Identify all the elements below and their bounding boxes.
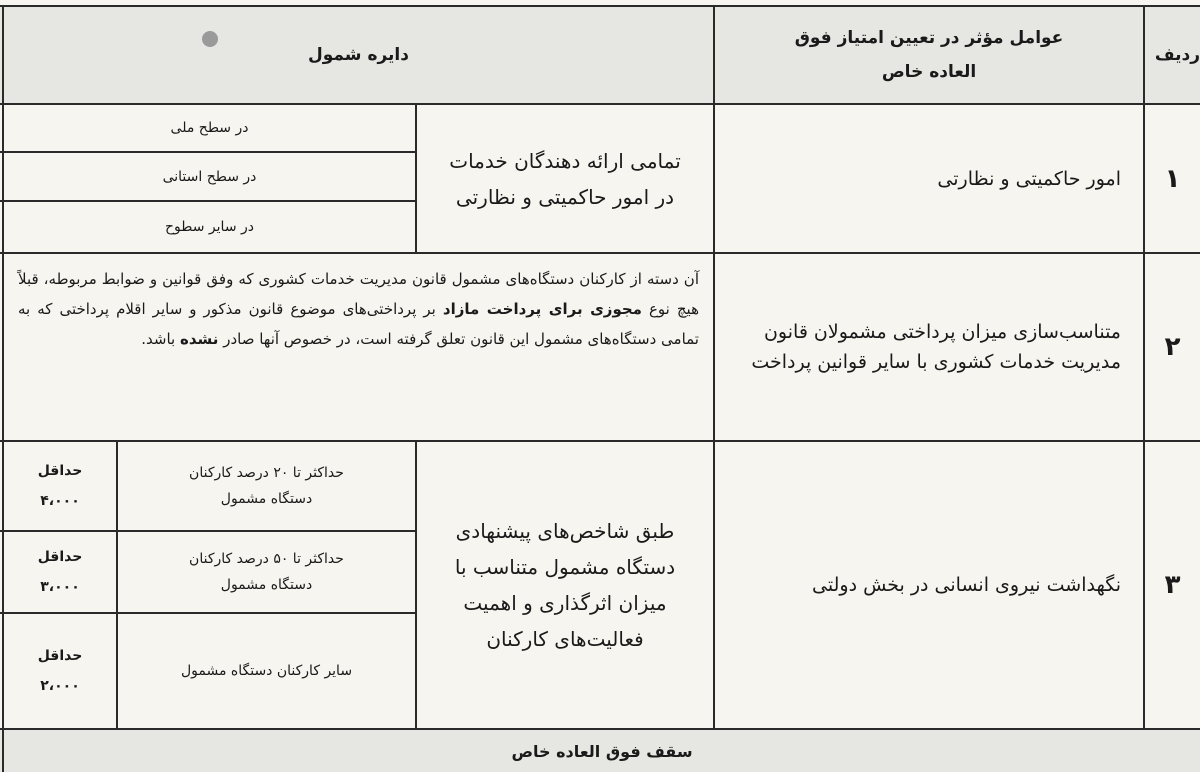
min-value: ۴،۰۰۰ xyxy=(40,493,80,509)
min-label: حداقل xyxy=(37,648,83,664)
row-number: ۱ xyxy=(1164,163,1181,194)
factor-cell: امور حاکمیتی و نظارتی xyxy=(937,167,1121,190)
factor-cell: متناسب‌سازی میزان پرداختی مشمولان قانون مدیریت خدمات کشوری با سایر قوانین پرداخت xyxy=(751,321,1121,373)
scope-description xyxy=(4,254,713,440)
header-scope: دایره شمول xyxy=(308,45,409,65)
header-row-number: ردیف xyxy=(1154,45,1200,65)
min-label: حداقل xyxy=(37,463,83,479)
tier-label: حداکثر تا ۵۰ درصد کارکنان دستگاه مشمول xyxy=(189,551,344,593)
row-number: ۳ xyxy=(1164,570,1181,600)
footer-title: سقف فوق العاده خاص xyxy=(511,741,693,761)
min-value: ۲،۰۰۰ xyxy=(40,678,80,694)
min-value: ۳،۰۰۰ xyxy=(40,579,80,595)
emphasis: مجوزی برای پرداخت مازاد xyxy=(442,300,642,318)
tier-minimum xyxy=(4,442,116,530)
factor-cell: نگهداشت نیروی انسانی در بخش دولتی xyxy=(812,574,1121,596)
scope-level: در سطح استانی xyxy=(162,168,257,185)
scope-group: تمامی ارائه دهندگان خدمات در امور حاکمیتی و نظارتی xyxy=(449,148,681,209)
tier-label: سایر کارکنان دستگاه مشمول xyxy=(180,663,353,679)
min-label: حداقل xyxy=(37,549,83,565)
header-factors: عوامل مؤثر در تعیین امتیاز فوق العاده خاص xyxy=(794,28,1064,82)
scope-description-text: آن دسته از کارکنان دستگاه‌های مشمول قانون مدیریت خدمات کشوری که وفق قوانین و ضوابط مربوطه، قبلاً هیچ نوع مجوزی برای پرداخت مازاد بر پرداختی‌های موضوع قانون مذکور و سایر اقلام پرداختی که به تمامی دستگاه‌های مشمول این قانون تعلق گرفته است، در خصوص آنها صادر نشده باشد. xyxy=(18,270,699,348)
tier-minimum xyxy=(4,532,116,612)
emphasis: نشده xyxy=(180,330,219,348)
tier-minimum xyxy=(4,614,116,728)
row-number: ۲ xyxy=(1164,332,1181,362)
scope-group: طبق شاخص‌های پیشنهادی دستگاه مشمول متناسب با میزان اثرگذاری و اهمیت فعالیت‌های کارکنان xyxy=(454,519,676,651)
scope-level: در سایر سطوح xyxy=(165,219,254,235)
tier-label: حداکثر تا ۲۰ درصد کارکنان دستگاه مشمول xyxy=(189,465,344,507)
scope-level: در سطح ملی xyxy=(170,120,249,136)
